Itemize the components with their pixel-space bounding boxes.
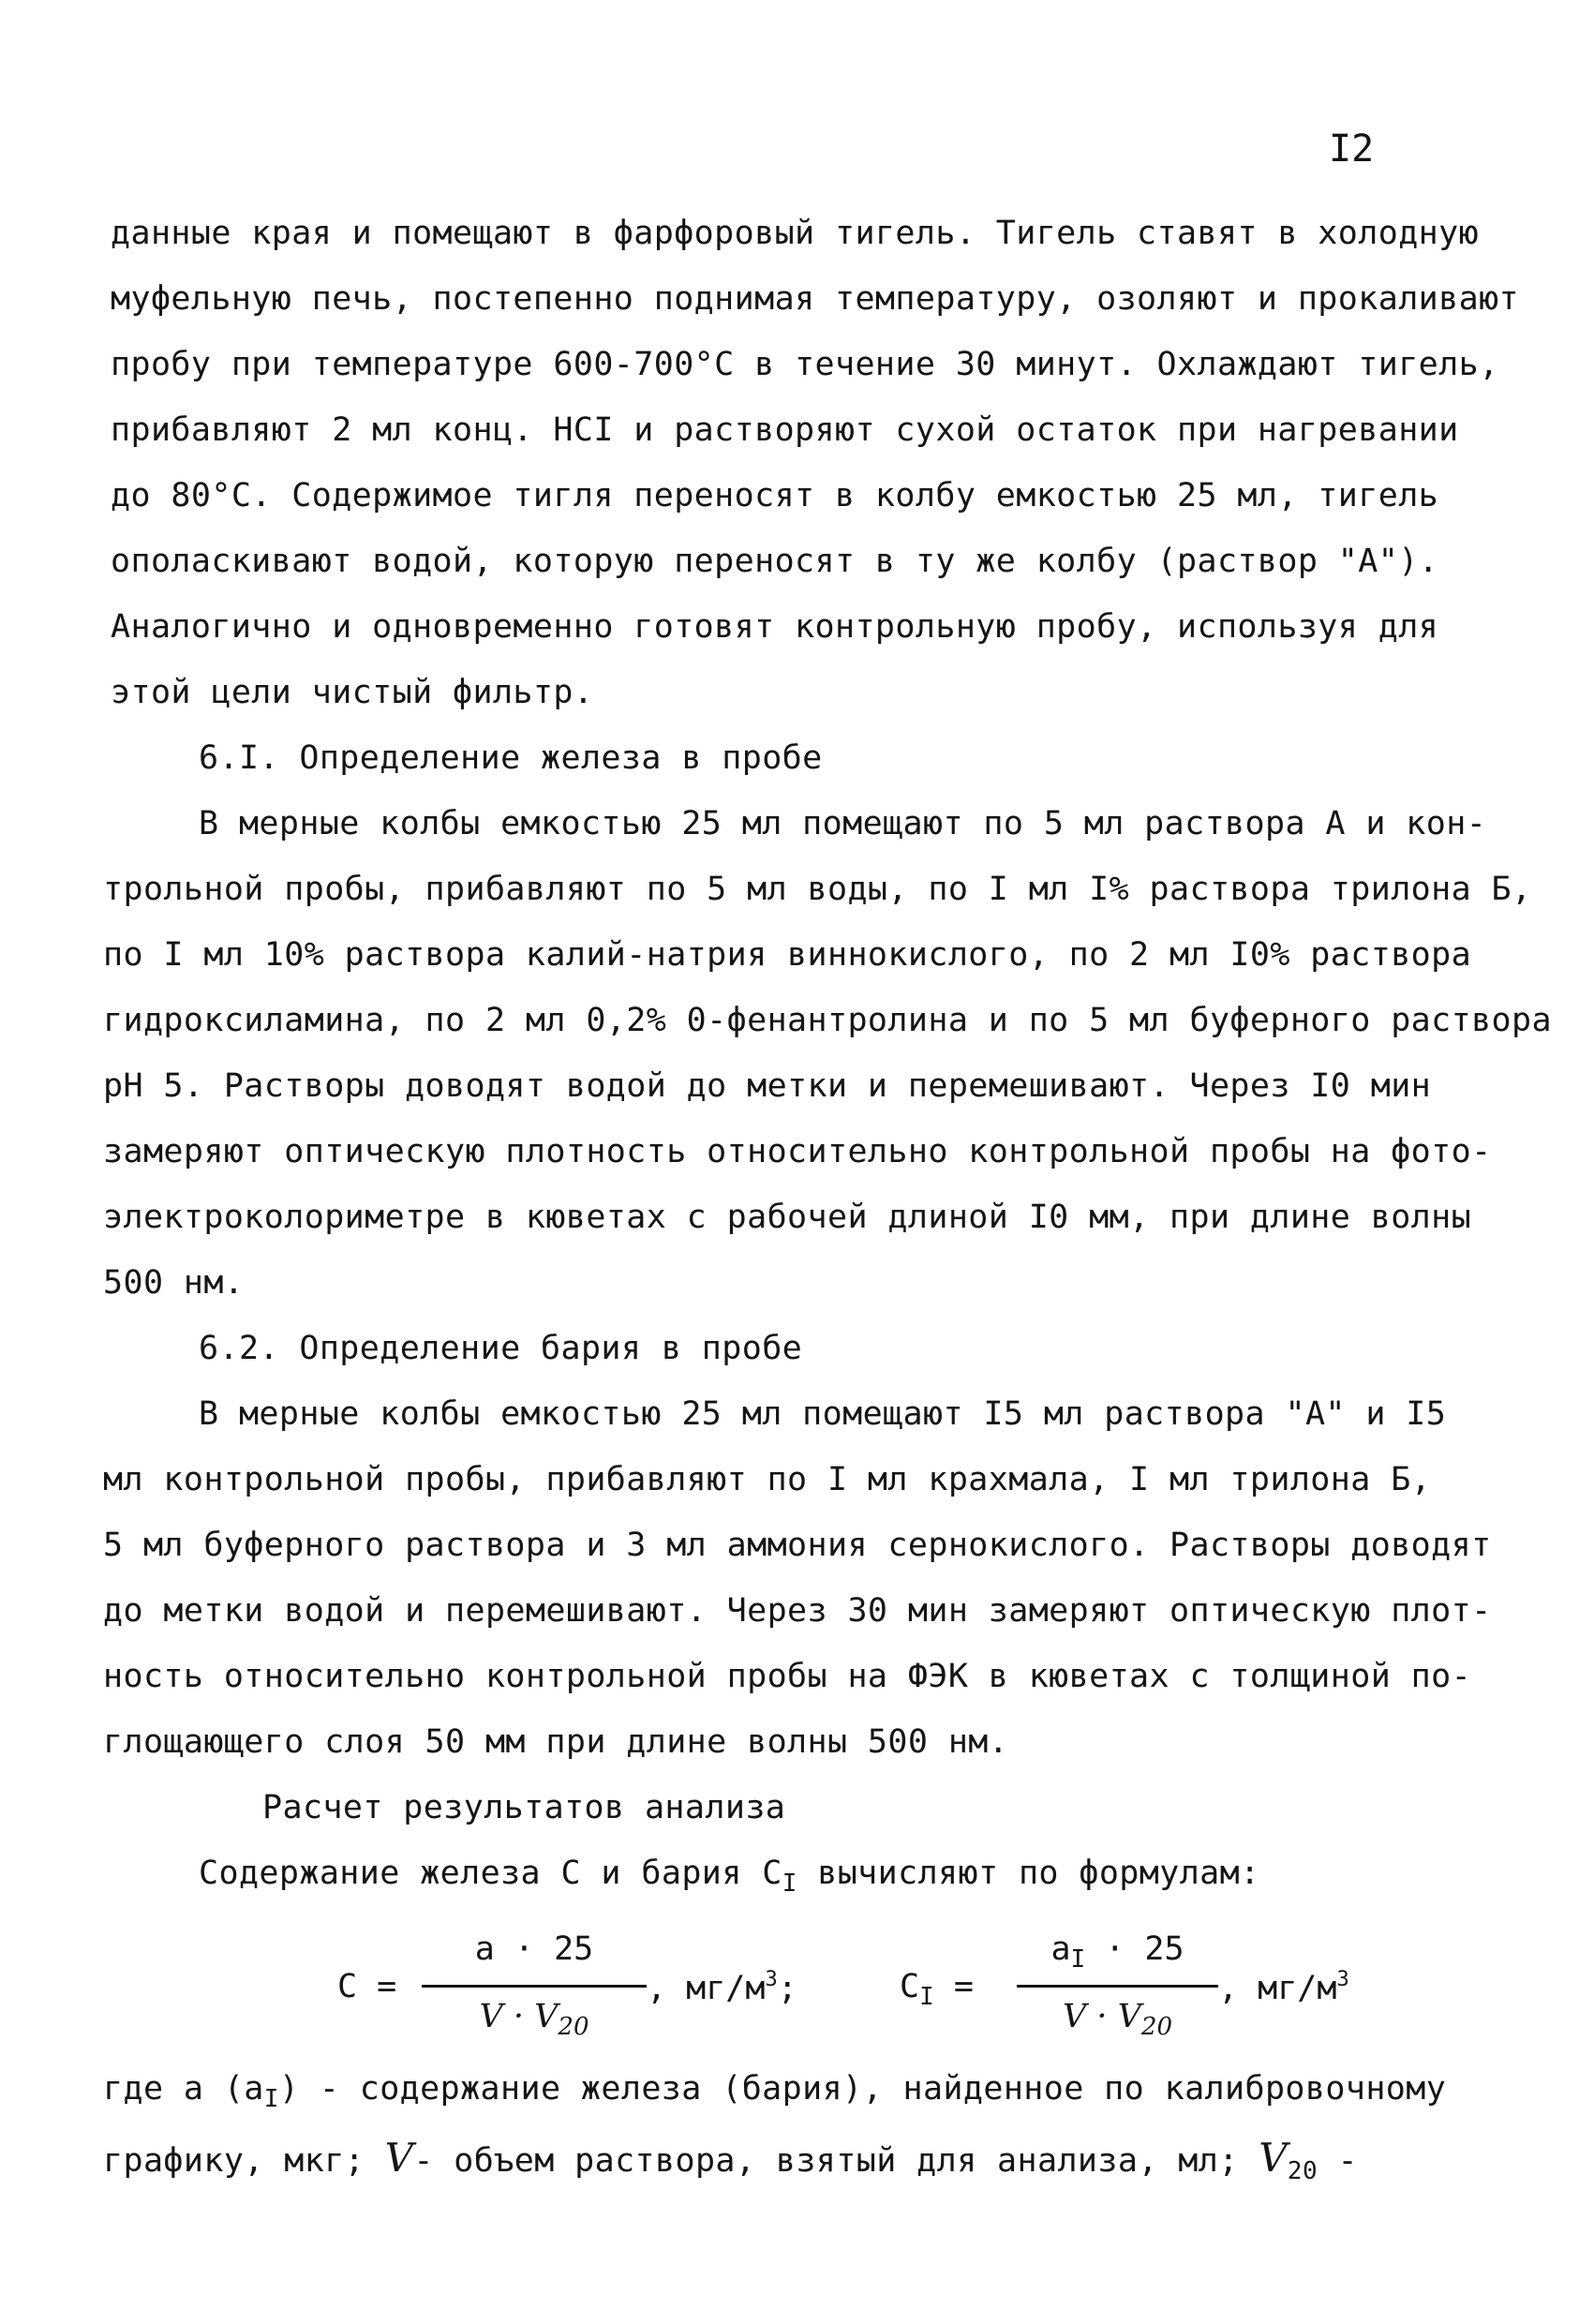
fraction-bar bbox=[422, 1985, 647, 1988]
denominator bbox=[422, 1998, 647, 2041]
symbol-v: V bbox=[384, 2135, 414, 2181]
formula-fraction-iron bbox=[422, 1930, 647, 2071]
units-text: , мг/м bbox=[647, 1970, 766, 2007]
formula-lhs-iron: C = bbox=[337, 1968, 397, 2005]
superscript: 3 bbox=[1336, 1968, 1349, 1991]
text-line: 5 мл буферного раствора и 3 мл аммония сернокислого. Растворы доводят bbox=[103, 1527, 1492, 1564]
text-segment: где a (a bbox=[103, 2070, 264, 2108]
numerator-text: · 25 bbox=[1085, 1930, 1184, 1968]
text-line: по I мл 10% раствора калий-натрия виннокислого, по 2 мл I0% раствора bbox=[103, 936, 1472, 974]
numerator: a · 25 bbox=[474, 1930, 594, 1968]
formula-fraction-barium bbox=[1017, 1930, 1218, 2071]
formula-units-barium bbox=[1218, 1968, 1349, 2007]
numerator bbox=[1017, 1930, 1218, 1974]
equals-sign: = bbox=[953, 1968, 974, 2005]
text-line: В мерные колбы емкостью 25 мл помещают I5 мл раствора "А" и I5 bbox=[199, 1395, 1447, 1433]
text-segment: ) - содержание железа (бария), найденное по калибровочному bbox=[278, 2070, 1447, 2108]
text-segment: графику, мкг; bbox=[103, 2142, 365, 2180]
text-line bbox=[103, 2135, 1358, 2185]
text-line: данные края и помещают в фарфоровый тигель. Тигель ставят в холодную bbox=[111, 215, 1480, 252]
text-line: ополаскивают водой, которую переносят в ту же колбу (раствор "А"). bbox=[111, 543, 1439, 580]
superscript: 3 bbox=[765, 1968, 778, 1991]
text-segment: - объем раствора, взятый для анализа, мл; bbox=[413, 2142, 1239, 2180]
text-line: до метки водой и перемешивают. Через 30 мин замеряют оптическую плот- bbox=[103, 1592, 1492, 1630]
subscript: 20 bbox=[1287, 2157, 1318, 2185]
subscript: I bbox=[263, 2085, 279, 2113]
text-line: Аналогично и одновременно готовят контрольную пробу, используя для bbox=[111, 608, 1439, 646]
denominator-text: V · V bbox=[1062, 1998, 1141, 2035]
subscript: I bbox=[782, 1870, 797, 1898]
text-line: муфельную печь, постепенно поднимая температуру, озоляют и прокаливают bbox=[111, 280, 1520, 318]
text-line bbox=[103, 2070, 1447, 2113]
formula-units-iron: , $мг/м^3$; bbox=[647, 1968, 797, 2007]
page-number: I2 bbox=[1329, 127, 1375, 171]
fraction-bar bbox=[1017, 1985, 1218, 1988]
lhs-text: C bbox=[900, 1968, 920, 2005]
text-line: 500 нм. bbox=[103, 1264, 245, 1302]
subscript: 20 bbox=[558, 2013, 589, 2041]
text-segment: вычисляют по формулам: bbox=[797, 1855, 1260, 1892]
text-line: этой цели чистый фильтр. bbox=[111, 674, 594, 711]
text-line: ность относительно контрольной пробы на ФЭК в кюветах с толщиной по- bbox=[103, 1658, 1472, 1695]
units-text: , мг/м bbox=[1218, 1970, 1337, 2007]
subscript: I bbox=[1070, 1945, 1086, 1974]
formula-lhs-barium bbox=[900, 1968, 974, 2011]
text-segment: - bbox=[1318, 2142, 1358, 2180]
symbol-v20: V bbox=[1259, 2135, 1288, 2181]
denominator bbox=[1017, 1998, 1218, 2041]
text-line: гидроксиламина, по 2 мл 0,2% 0-фенантролина и по 5 мл буферного раствора bbox=[103, 1002, 1552, 1039]
text-line: прибавляют 2 мл конц. HCI и растворяют сухой остаток при нагревании bbox=[111, 411, 1459, 449]
text-line bbox=[199, 1857, 1260, 1896]
text-line: трольной пробы, прибавляют по 5 мл воды, по I мл I% раствора трилона Б, bbox=[103, 871, 1532, 908]
section-heading-iron: 6.I. Определение железа в пробе bbox=[199, 739, 823, 777]
numerator-text: a bbox=[1050, 1930, 1071, 1968]
denominator-text: V · V bbox=[479, 1998, 559, 2035]
text-line: до 80°C. Содержимое тигля переносят в колбу емкостью 25 мл, тигель bbox=[111, 477, 1439, 514]
text-line: pH 5. Растворы доводят водой до метки и перемешивают. Через I0 мин bbox=[103, 1067, 1432, 1105]
text-line: пробу при температуре 600-700°C в течение 30 минут. Охлаждают тигель, bbox=[111, 346, 1499, 383]
text-segment: Содержание железа С и бария С bbox=[199, 1855, 782, 1892]
text-line: электроколориметре в кюветах с рабочей длиной I0 мм, при длине волны bbox=[103, 1199, 1472, 1236]
subscript: I bbox=[919, 1983, 934, 2011]
section-heading-barium: 6.2. Определение бария в пробе bbox=[199, 1330, 803, 1367]
subscript: 20 bbox=[1140, 2013, 1173, 2041]
text-line: В мерные колбы емкостью 25 мл помещают по 5 мл раствора А и кон- bbox=[199, 805, 1487, 842]
calculation-heading: Расчет результатов анализа bbox=[262, 1789, 786, 1826]
text-line: глощающего слоя 50 мм при длине волны 500 нм. bbox=[103, 1723, 1009, 1761]
text-line: мл контрольной пробы, прибавляют по I мл крахмала, I мл трилона Б, bbox=[103, 1461, 1432, 1498]
text-line: замеряют оптическую плотность относительно контрольной пробы на фото- bbox=[103, 1133, 1492, 1170]
